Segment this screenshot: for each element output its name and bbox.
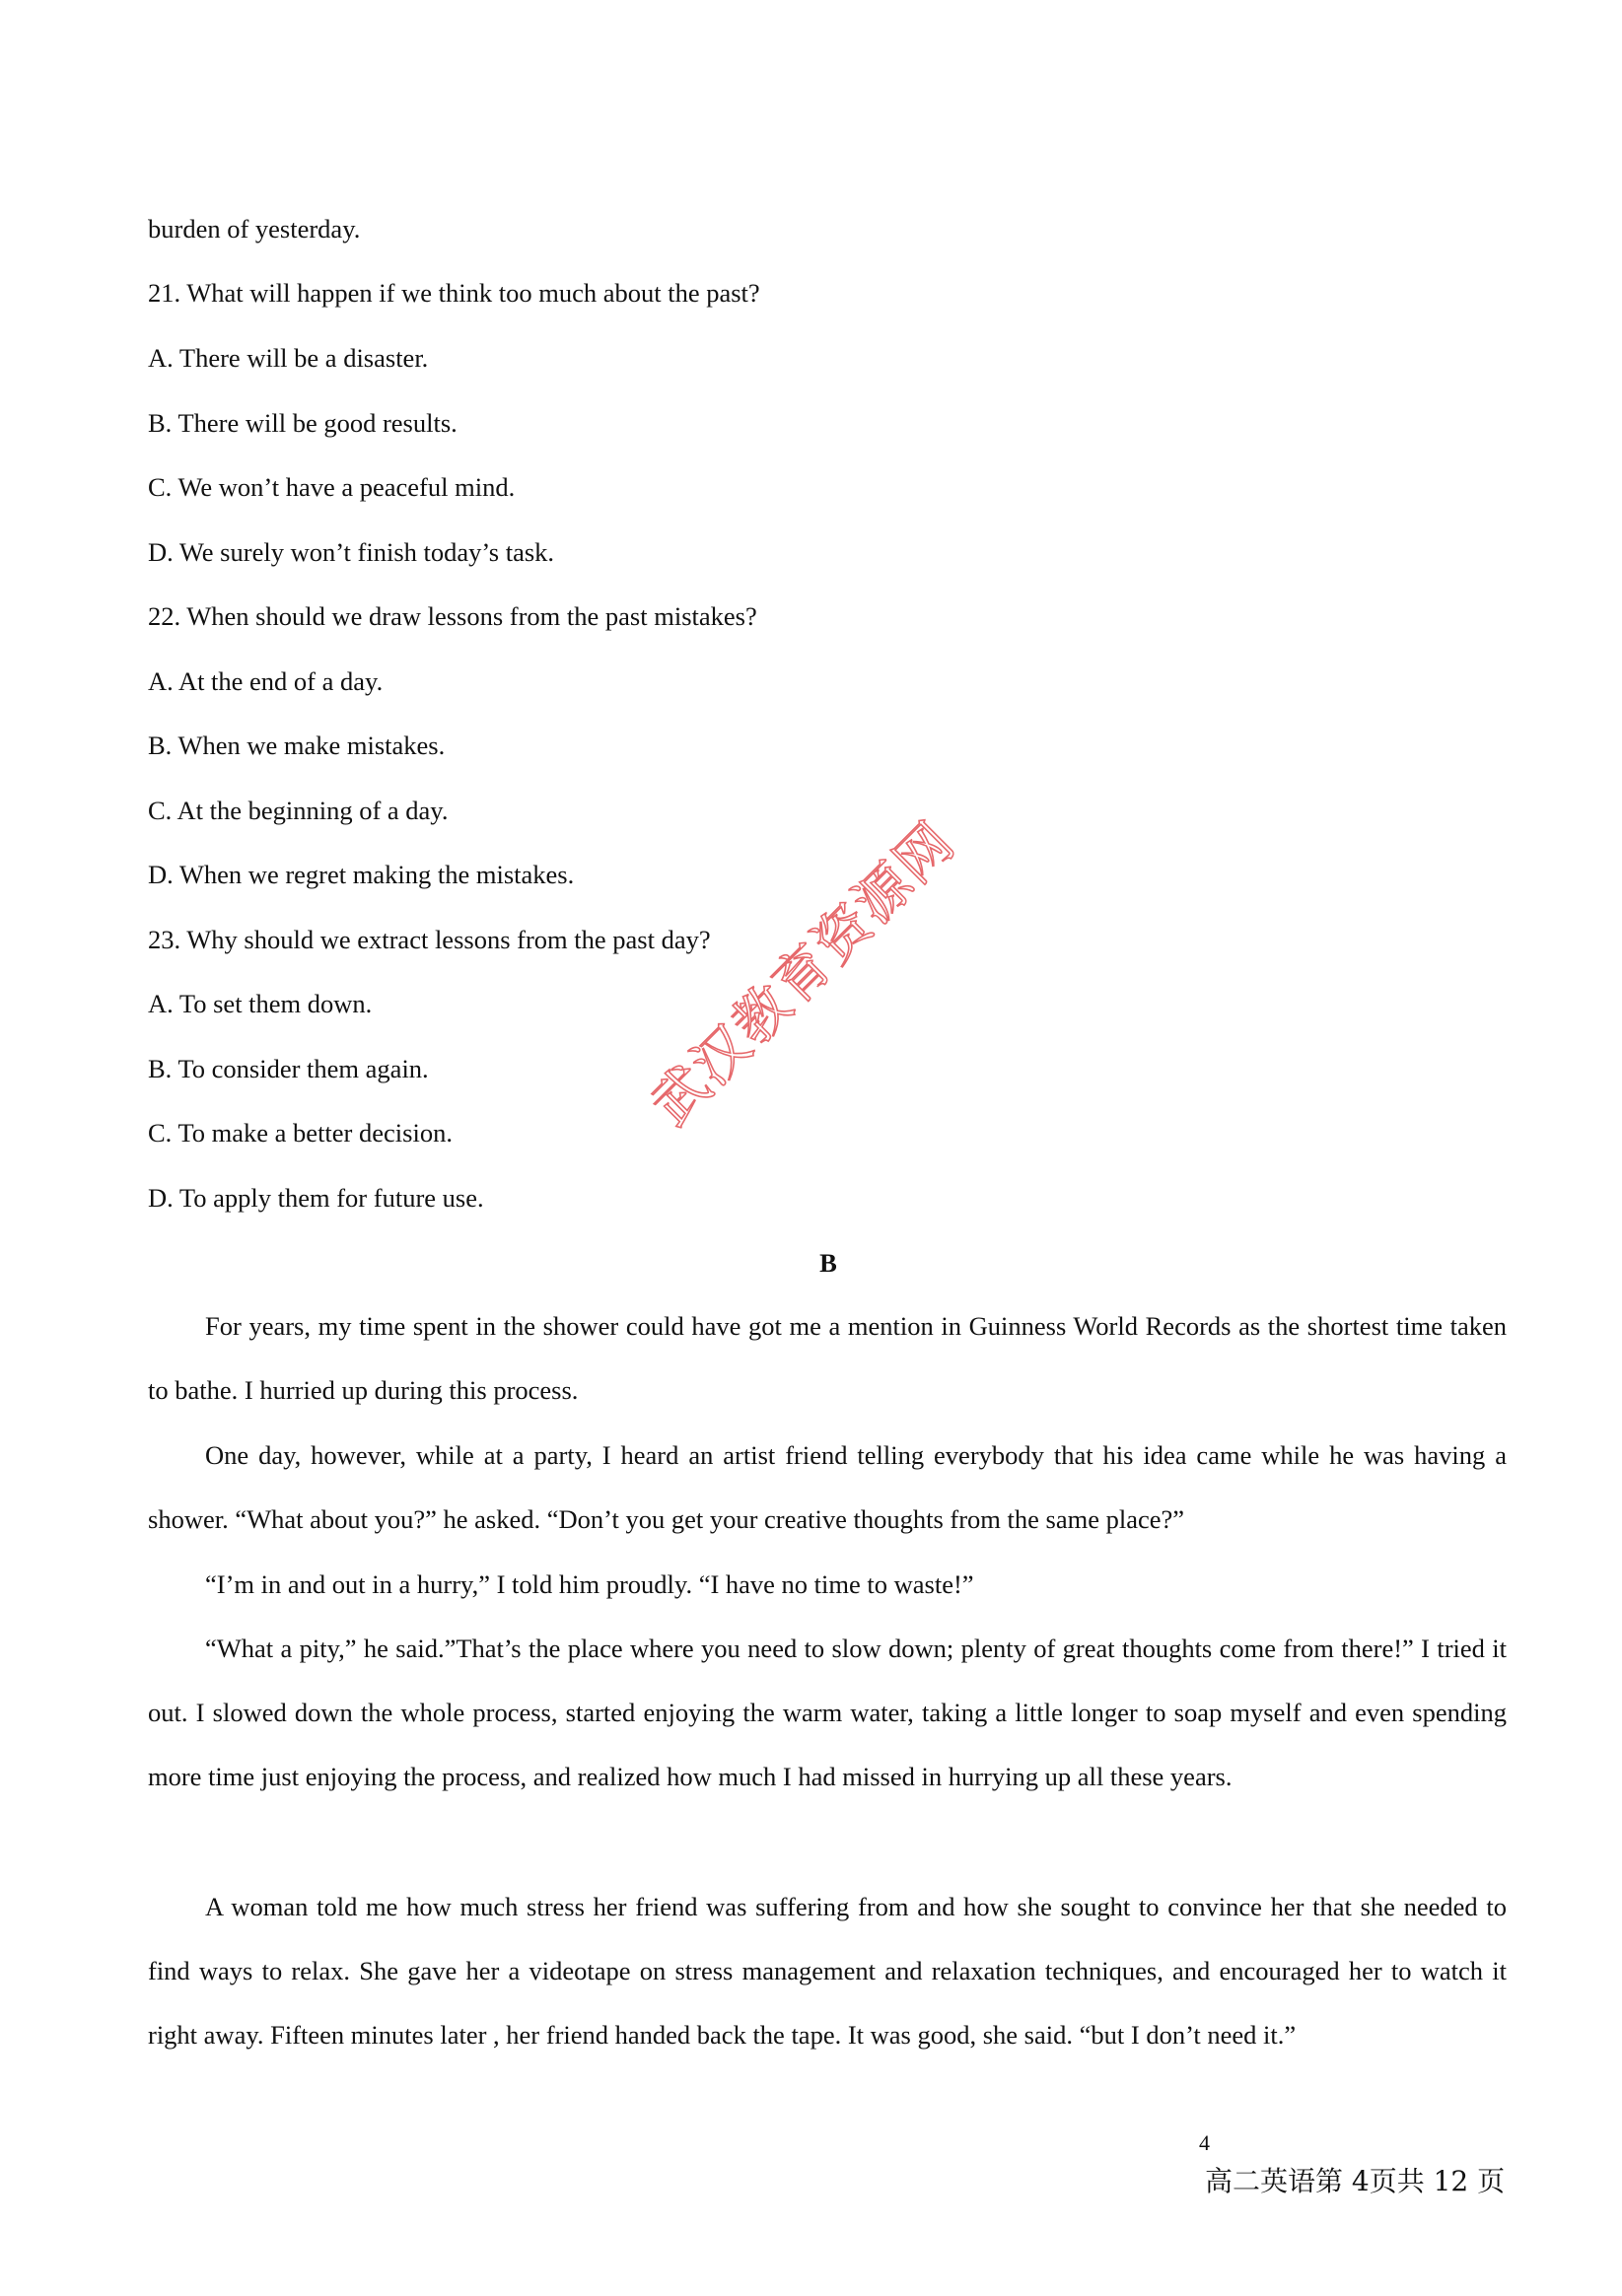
paragraph-2: One day, however, while at a party, I heard an artist friend telling everybody that his idea came while he was having a shower. “What about you?” he asked. “Don’t you get your creative thoughts from the same place?”	[148, 1440, 1507, 1534]
page-number: 4	[1199, 2130, 1210, 2155]
paragraph-3: “I’m in and out in a hurry,” I told him proudly. “I have no time to waste!”	[205, 1569, 974, 1599]
option-21-a: A. There will be a disaster.	[148, 343, 429, 373]
option-22-a: A. At the end of a day.	[148, 666, 384, 696]
paragraph-4: “What a pity,” he said.”That’s the place where you need to slow down; plenty of great thoughts come from there!” I tried it out. I slowed down the whole process, started enjoying the warm water, taking a little longer to soap myself and even spending more time just enjoying the process, and realized how much I had missed in hurrying up all these years.	[148, 1634, 1507, 1791]
paragraph-1: For years, my time spent in the shower could have got me a mention in Guinness World Records as the shortest time taken to bathe. I hurried up during this process.	[148, 1311, 1507, 1405]
option-23-a: A. To set them down.	[148, 989, 373, 1018]
option-22-c: C. At the beginning of a day.	[148, 796, 449, 825]
page-footer: 高二英语第 4页共 12 页	[1205, 2165, 1506, 2197]
option-21-c: C. We won’t have a peaceful mind.	[148, 472, 516, 502]
text-line: burden of yesterday.	[148, 214, 361, 244]
watermark: 武汉教育资源网	[639, 809, 968, 1139]
question-23: 23. Why should we extract lessons from the past day?	[148, 925, 711, 954]
option-23-b: B. To consider them again.	[148, 1054, 429, 1083]
option-21-d: D. We surely won’t finish today’s task.	[148, 537, 555, 567]
question-22: 22. When should we draw lessons from the past mistakes?	[148, 601, 757, 631]
option-23-c: C. To make a better decision.	[148, 1118, 453, 1148]
option-22-b: B. When we make mistakes.	[148, 731, 446, 760]
option-21-b: B. There will be good results.	[148, 408, 458, 438]
section-label: B	[819, 1248, 837, 1278]
question-21: 21. What will happen if we think too much about the past?	[148, 278, 760, 308]
option-22-d: D. When we regret making the mistakes.	[148, 860, 575, 889]
option-23-d: D. To apply them for future use.	[148, 1183, 484, 1213]
paragraph-5: A woman told me how much stress her friend was suffering from and how she sought to convince her that she needed to find ways to relax. She gave her a videotape on stress management and relaxation techniques, and encouraged her to watch it right away. Fifteen minutes later , her friend handed back the tape. It was good, she said. “but I don’t need it.”	[148, 1892, 1507, 2050]
